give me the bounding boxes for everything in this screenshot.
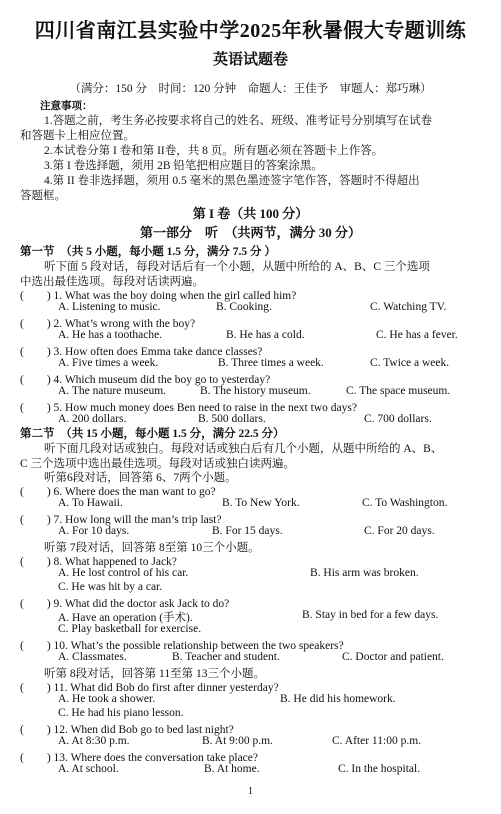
question-4: ( ) 4. Which museum did the boy go to yesterday? (20, 374, 271, 386)
q9-option-b: B. Stay in bed for a few days. (302, 609, 439, 621)
q7-option-a: A. For 10 days. (58, 525, 130, 537)
q5-option-b: B. 500 dollars. (198, 413, 266, 425)
question-9: ( ) 9. What did the doctor ask Jack to do? (20, 598, 230, 610)
notice-line-1b: 和答题卡上相应位置。 (20, 130, 135, 142)
question-13: ( ) 13. Where does the conversation take place? (20, 752, 258, 764)
q1-option-c: C. Watching TV. (370, 301, 447, 313)
q4-option-b: B. The history museum. (200, 385, 311, 397)
q13-option-a: A. At school. (58, 763, 119, 775)
q10-option-b: B. Teacher and student. (172, 651, 280, 663)
notice-line-4: 4.第 II 卷非选择题，须用 0.5 毫米的黑色墨迹签字笔作答，答题时不得超出 (44, 175, 420, 187)
notice-line-4b: 答题框。 (20, 190, 66, 202)
q10-option-c: C. Doctor and patient. (342, 651, 444, 663)
part-1-title: 第 I 卷（共 100 分） (192, 206, 309, 221)
q2-option-c: C. He has a fever. (376, 329, 458, 341)
q13-option-c: C. In the hospital. (338, 763, 421, 775)
dialogue-8-instruction: 听第 8段对话，回答第 11至第 13三个小题。 (44, 668, 265, 680)
exam-meta: （满分：150 分 时间：120 分钟 命题人：王佳予 审题人：郑巧琳） (69, 83, 432, 95)
q6-option-c: C. To Washington. (362, 497, 448, 509)
q1-option-a: A. Listening to music. (58, 301, 161, 313)
q12-option-b: B. At 9:00 p.m. (202, 735, 273, 747)
dialogue-6-instruction: 听第6段对话，回答第 6、7两个小题。 (44, 472, 237, 484)
q13-option-b: B. At home. (204, 763, 260, 775)
listening-title: 第一部分 听 （共两节，满分 30 分） (139, 225, 361, 240)
q2-option-b: B. He has a cold. (226, 329, 305, 341)
section-1-intro-1: 听下面 5 段对话，每段对话后有一个小题，从题中所给的 A、B、C 三个选项 (44, 261, 430, 273)
question-11: ( ) 11. What did Bob do first after dinner yesterday? (20, 682, 279, 694)
section-2-intro-1: 听下面几段对话或独白。每段对话或独白后有几个小题，从题中所给的 A、B、 (44, 443, 443, 455)
q2-option-a: A. He has a toothache. (58, 329, 163, 341)
question-12: ( ) 12. When did Bob go to bed last night? (20, 724, 234, 736)
exam-title: 四川省南江县实验中学2025年秋暑假大专题训练 (34, 20, 467, 42)
section-2-title: 第二节 （共 15 小题，每小题 1.5 分，满分 22.5 分） (20, 428, 285, 440)
q4-option-a: A. The nature museum. (58, 385, 167, 397)
q8-option-b: B. His arm was broken. (310, 567, 419, 579)
q7-option-b: B. For 15 days. (212, 525, 283, 537)
notice-line-2: 2.本试卷分第 I 卷和第 II卷，共 8 页。所有题必须在答题卡上作答。 (44, 145, 384, 157)
q3-option-c: C. Twice a week. (370, 357, 450, 369)
q6-option-b: B. To New York. (222, 497, 300, 509)
q1-option-b: B. Cooking. (216, 301, 272, 313)
question-10: ( ) 10. What’s the possible relationship between the two speakers? (20, 640, 344, 652)
q12-option-c: C. After 11:00 p.m. (332, 735, 422, 747)
notice-line-1: 1.答题之前，考生务必按要求将自己的姓名、班级、准考证号分别填写在试卷 (44, 115, 433, 127)
q9-option-c: C. Play basketball for exercise. (58, 623, 202, 635)
question-1: ( ) 1. What was the boy doing when the girl called him? (20, 290, 297, 302)
q10-option-a: A. Classmates. (58, 651, 127, 663)
notice-heading: 注意事项： (40, 101, 93, 112)
page-number: 1 (248, 786, 253, 797)
notice-line-3: 3.第 I 卷选择题，须用 2B 铅笔把相应题目的答案涂黑。 (44, 160, 323, 172)
question-5: ( ) 5. How much money does Ben need to raise in the next two days? (20, 402, 357, 414)
q11-option-b: B. He did his homework. (280, 693, 396, 705)
section-1-title: 第一节 （共 5 小题，每小题 1.5 分，满分 7.5 分 ） (20, 246, 276, 258)
q11-option-c: C. He had his piano lesson. (58, 707, 184, 719)
q8-option-c: C. He was hit by a car. (58, 581, 163, 593)
dialogue-7-instruction: 听第 7段对话，回答第 8至第 10三个小题。 (44, 542, 260, 554)
question-7: ( ) 7. How long will the man’s trip last? (20, 514, 222, 526)
q12-option-a: A. At 8:30 p.m. (58, 735, 130, 747)
q11-option-a: A. He took a shower. (58, 693, 156, 705)
q3-option-a: A. Five times a week. (58, 357, 159, 369)
q6-option-a: A. To Hawaii. (58, 497, 123, 509)
question-8: ( ) 8. What happened to Jack? (20, 556, 177, 568)
q3-option-b: B. Three times a week. (218, 357, 324, 369)
q4-option-c: C. The space museum. (346, 385, 451, 397)
q8-option-a: A. He lost control of his car. (58, 567, 189, 579)
exam-subtitle: 英语试题卷 (212, 52, 288, 68)
q5-option-a: A. 200 dollars. (58, 413, 127, 425)
q7-option-c: C. For 20 days. (364, 525, 435, 537)
question-2: ( ) 2. What’s wrong with the boy? (20, 318, 196, 330)
q9-option-a: A. Have an operation (手术). (58, 612, 193, 624)
section-1-intro-2: 中选出最佳选项。每段对话读两遍。 (20, 276, 204, 288)
question-3: ( ) 3. How often does Emma take dance classes? (20, 346, 263, 358)
question-6: ( ) 6. Where does the man want to go? (20, 486, 216, 498)
section-2-intro-2: C 三个选项中选出最佳选项。每段对话或独白读两遍。 (20, 458, 296, 470)
q5-option-c: C. 700 dollars. (364, 413, 432, 425)
